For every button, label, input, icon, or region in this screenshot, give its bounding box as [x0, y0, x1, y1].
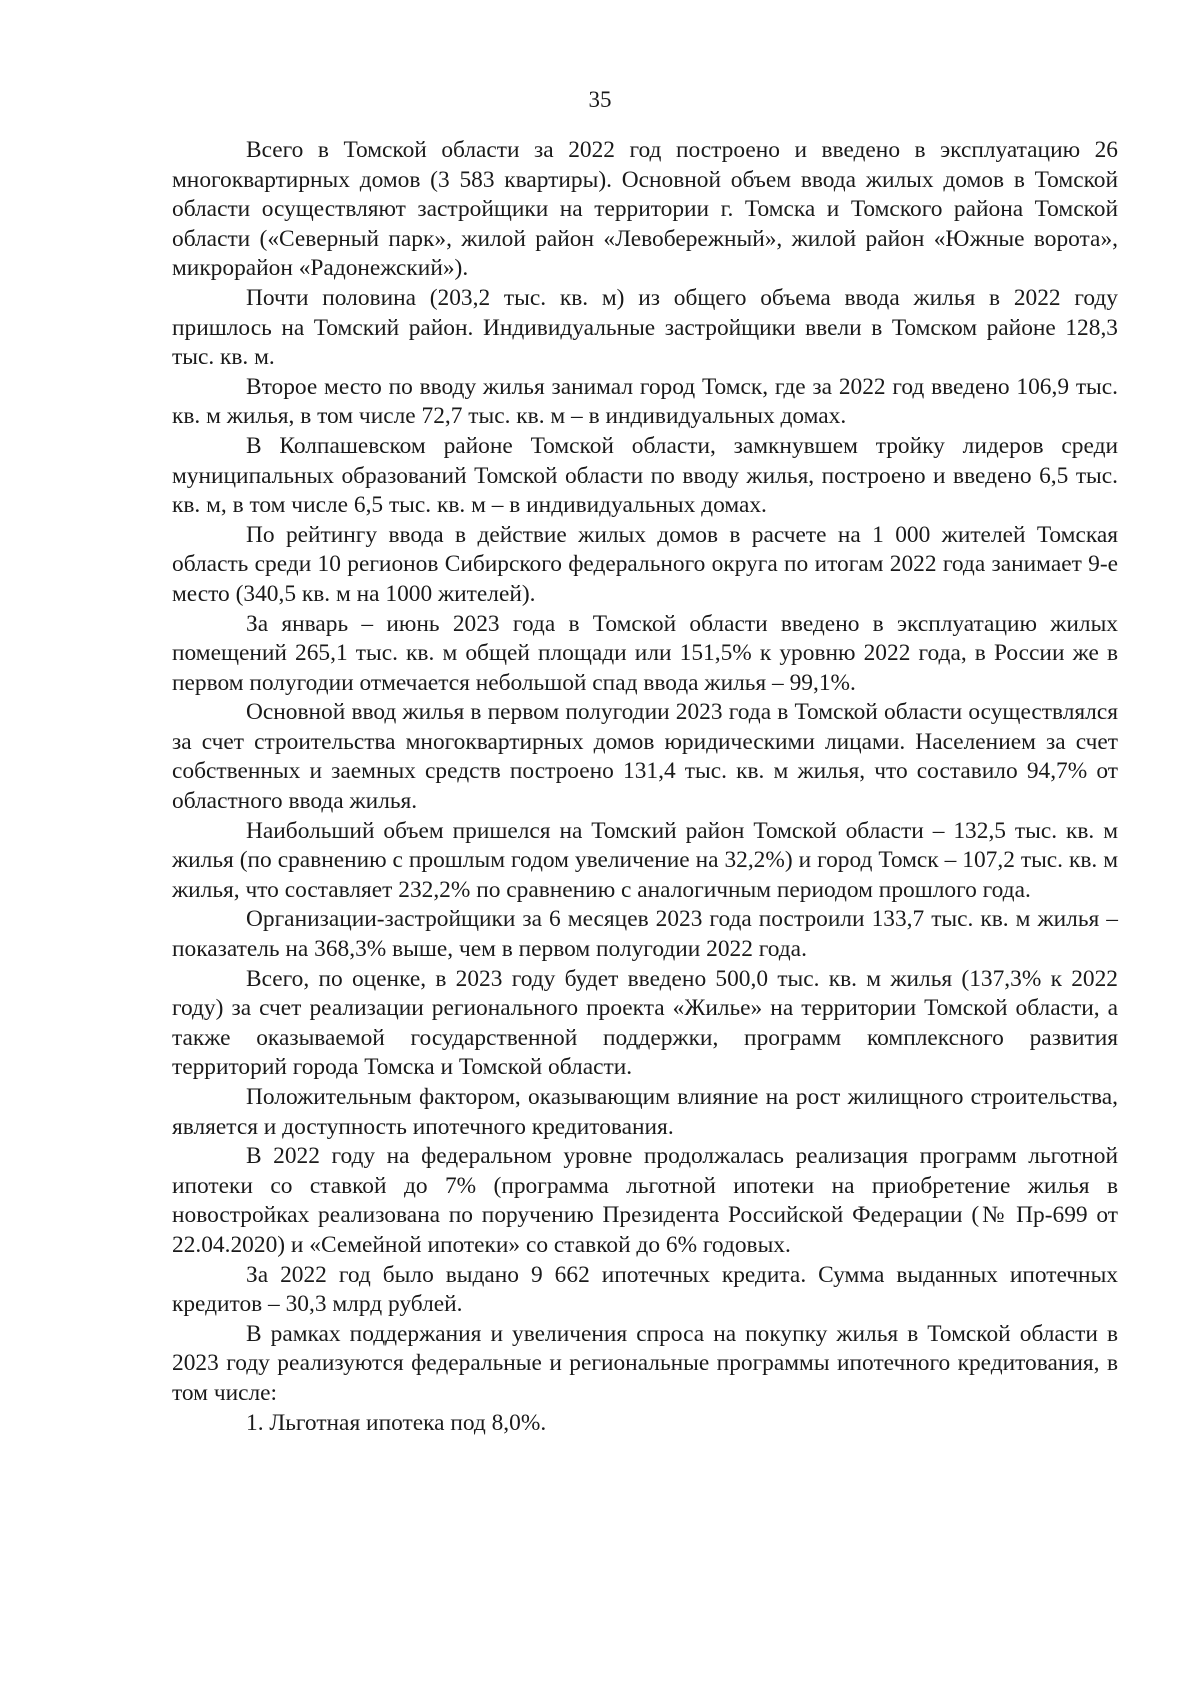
- paragraph: Организации-застройщики за 6 месяцев 2023 года построили 133,7 тыс. кв. м жилья – показатель на 368,3% выше, чем в первом полугодии 2022 года.: [172, 906, 1118, 963]
- paragraph: Положительным фактором, оказывающим влияние на рост жилищного строительства, является и доступность ипотечного кредитования.: [172, 1084, 1118, 1140]
- list-item: 1. Льготная ипотека под 8,0%.: [246, 1409, 547, 1436]
- document-body: [172, 136, 1118, 1438]
- paragraph: По рейтингу ввода в действие жилых домов в расчете на 1 000 жителей Томская область среди 10 регионов Сибирского федерального округа по итогам 2022 года занимает 9-е место (340,5 кв. м на 1000 жителей).: [172, 521, 1118, 607]
- paragraph: В 2022 году на федеральном уровне продолжалась реализация программ льготной ипотеки со ставкой до 7% (программа льготной ипотеки на приобретение жилья в новостройках реализована по поручению Президента Российской Федерации (№ Пр-699 от 22.04.2020) и «Семейной ипотеки» со ставкой до 6% годовых.: [172, 1143, 1118, 1258]
- paragraph: Всего, по оценке, в 2023 году будет введено 500,0 тыс. кв. м жилья (137,3% к 2022 году) за счет реализации регионального проекта «Жилье» на территории Томской области, а также оказываемой государственной поддержки, программ комплексного развития территорий города Томска и Томской области.: [172, 965, 1118, 1081]
- paragraph: Второе место по вводу жилья занимал город Томск, где за 2022 год введено 106,9 тыс. кв. м жилья, в том числе 72,7 тыс. кв. м – в индивидуальных домах.: [172, 373, 1118, 430]
- page-number: 35: [588, 87, 612, 112]
- paragraph: В рамках поддержания и увеличения спроса на покупку жилья в Томской области в 2023 году реализуются федеральные и региональные программы ипотечного кредитования, в том числе:: [172, 1320, 1118, 1406]
- paragraph: Почти половина (203,2 тыс. кв. м) из общего объема ввода жилья в 2022 году пришлось на Томский район. Индивидуальные застройщики ввели в Томском районе 128,3 тыс. кв. м.: [172, 284, 1118, 371]
- paragraph: Основной ввод жилья в первом полугодии 2023 года в Томской области осуществлялся за счет строительства многоквартирных домов юридическими лицами. Населением за счет собственных и заемных средств построено 131,4 тыс. кв. м жилья, что составило 94,7% от областного ввода жилья.: [172, 699, 1118, 815]
- paragraph: Всего в Томской области за 2022 год построено и введено в эксплуатацию 26 многоквартирных домов (3 583 квартиры). Основной объем ввода жилых домов в Томской области осуществляют застройщики на территории г. Томска и Томского района Томской области («Северный парк», жилой район «Левобережный», жилой район «Южные ворота», микрорайон «Радонежский»).: [172, 137, 1118, 282]
- paragraph: Наибольший объем пришелся на Томский район Томской области – 132,5 тыс. кв. м жилья (по сравнению с прошлым годом увеличение на 32,2%) и город Томск – 107,2 тыс. кв. м жилья, что составляет 232,2% по сравнению с аналогичным периодом прошлого года.: [172, 817, 1118, 903]
- paragraph: За январь – июнь 2023 года в Томской области введено в эксплуатацию жилых помещений 265,1 тыс. кв. м общей площади или 151,5% к уровню 2022 года, в России же в первом полугодии отмечается небольшой спад ввода жилья – 99,1%.: [172, 610, 1118, 696]
- paragraph: За 2022 год было выдано 9 662 ипотечных кредита. Сумма выданных ипотечных кредитов – 30,3 млрд рублей.: [172, 1261, 1118, 1318]
- paragraph: В Колпашевском районе Томской области, замкнувшем тройку лидеров среди муниципальных образований Томской области по вводу жилья, построено и введено 6,5 тыс. кв. м, в том числе 6,5 тыс. кв. м – в индивидуальных домах.: [172, 432, 1118, 519]
